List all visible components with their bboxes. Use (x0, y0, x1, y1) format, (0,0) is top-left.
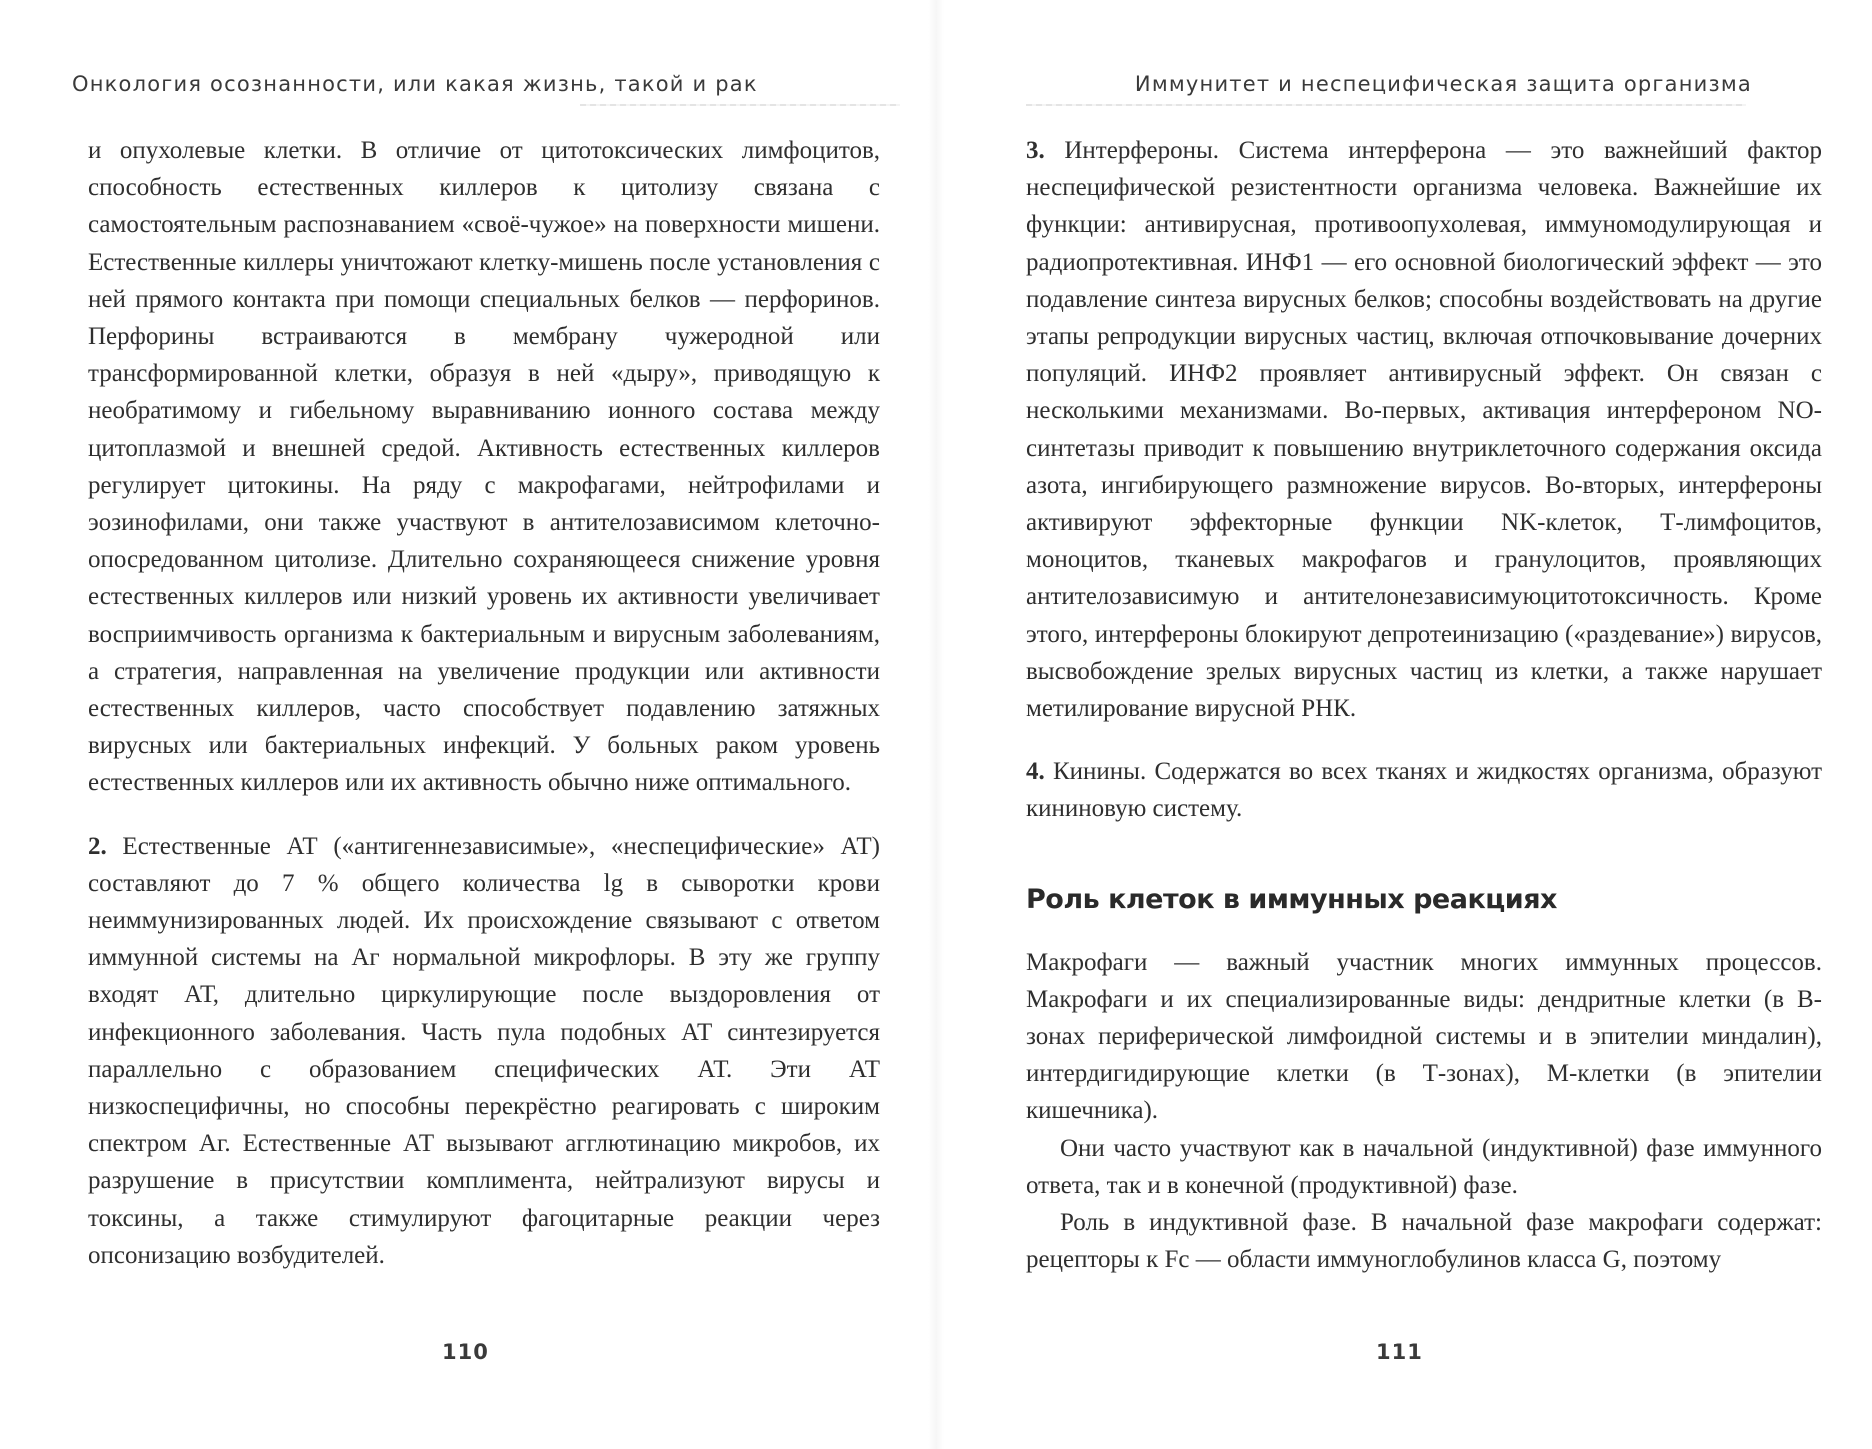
paragraph-text: Роль в индуктивной фазе. В начальной фазе макрофаги содержат: рецепторы к Fc — области иммуноглобулинов класса G, поэтому (1026, 1209, 1822, 1274)
paragraph-natural-killers (88, 132, 880, 802)
section-heading: Роль клеток в иммунных реакциях (1026, 883, 1557, 915)
right-page (936, 0, 1872, 1449)
right-text-column (1026, 132, 1822, 1278)
left-text-column (88, 132, 880, 1274)
list-number: 4. (1026, 758, 1045, 786)
running-head-left: Онкология осознанности, или какая жизнь, такой и рак (72, 72, 758, 96)
running-head-right: Иммунитет и неспецифическая защита организма (1134, 72, 1752, 96)
paragraph-text: Они часто участвуют как в начальной (индуктивной) фазе иммунного ответа, так и в конечной (продуктивной) фазе. (1026, 1134, 1822, 1199)
paragraph-text: Макрофаги — важный участник многих иммунных процессов. Макрофаги и их специализированные виды: дендритные клетки (в В-зонах периферической лимфоидной системы и в эпителии миндалин), интердигидирующие клетки (в Т-зонах), М-клетки (в эпителии кишечника). (1026, 948, 1822, 1125)
paragraph-kinins (1026, 753, 1822, 827)
paragraph-text: Интерфероны. Система интерферона — это важнейший фактор неспецифической резистентности организма человека. Важнейшие их функции: антивирусная, противоопухолевая, иммуномодулирующая и радиопротективная. ИНФ1 — его основной биологический эффект — это подавление синтеза вирусных белков; способны воздействовать на другие этапы репродукции вирусных частиц, включая отпочковывание дочерних популяций. ИНФ2 проявляет антивирусный эффект. Он связан с несколькими механизмами. Во-первых, активация интерфероном NO-синтетазы приводит к повышению внутриклеточного содержания оксида азота, ингибирующего размножение вирусов. Во-вторых, интерфероны активируют эффекторные функции NK-клеток, Т-лимфоцитов, моноцитов, тканевых макрофагов и гранулоцитов, проявляющих антителозависимую и антителонезависимуюцитотоксичность. Кроме этого, интерфероны блокируют депротеинизацию («раздевание») вирусов, высвобождение зрелых вирусных частиц из клетки, а также нарушает метилирование вирусной РНК. (1026, 137, 1822, 723)
paragraph-phases (1026, 1130, 1822, 1204)
list-number: 2. (88, 832, 107, 860)
page-number-right: 111 (1376, 1340, 1423, 1364)
paragraph-macrophages (1026, 944, 1822, 1130)
header-rule-right (1026, 104, 1746, 106)
paragraph-inductive-role (1026, 1204, 1822, 1278)
paragraph-natural-antibodies (88, 828, 880, 1274)
header-rule-left (580, 104, 900, 106)
page-number-left: 110 (442, 1340, 489, 1364)
paragraph-text: и опухолевые клетки. В отличие от цитотоксических лимфоцитов, способность естественных киллеров к цитолизу связана с самостоятельным распознаванием «своё-чужое» на поверхности мишени. Естественные киллеры уничтожают клетку-мишень после установления с ней прямого контакта при помощи специальных белков — перфоринов. Перфорины встраиваются в мембрану чужеродной или трансформированной клетки, образуя в ней «дыру», приводящую к необратимому и гибельному выравниванию ионного состава между цитоплазмой и внешней средой. Активность естественных киллеров регулирует цитокины. На ряду с макрофагами, нейтрофилами и эозинофилами, они также участвуют в антителозависимом клеточно-опосредованном цитолизе. Длительно сохраняющееся снижение уровня естественных киллеров или низкий уровень их активности увеличивает восприимчивость организма к бактериальным и вирусным заболеваниям, а стратегия, направленная на увеличение продукции или активности естественных киллеров, часто способствует подавлению затяжных вирусных или бактериальных инфекций. У больных раком уровень естественных киллеров или их активность обычно ниже оптимального. (88, 137, 880, 797)
paragraph-interferons (1026, 132, 1822, 727)
paragraph-text: Кинины. Содержатся во всех тканях и жидкостях организма, образуют кининовую систему. (1026, 758, 1823, 823)
paragraph-text: Естественные АТ («антигеннезависимые», «неспецифические» АТ) составляют до 7 % общего количества lg в сыворотки крови неиммунизированных людей. Их происхождение связывают с ответом иммунной системы на Аг нормальной микрофлоры. В эту же группу входят АТ, длительно циркулирующие после выздоровления от инфекционного заболевания. Часть пула подобных АТ синтезируется параллельно с образованием специфических АТ. Эти АТ низкоспецифичны, но способны перекрёстно реагировать с широким спектром Аг. Естественные АТ вызывают агглютинацию микробов, их разрушение в присутствии комплимента, нейтрализуют вирусы и токсины, а также стимулируют фагоцитарные реакции через опсонизацию возбудителей. (88, 832, 880, 1269)
list-number: 3. (1026, 137, 1045, 164)
